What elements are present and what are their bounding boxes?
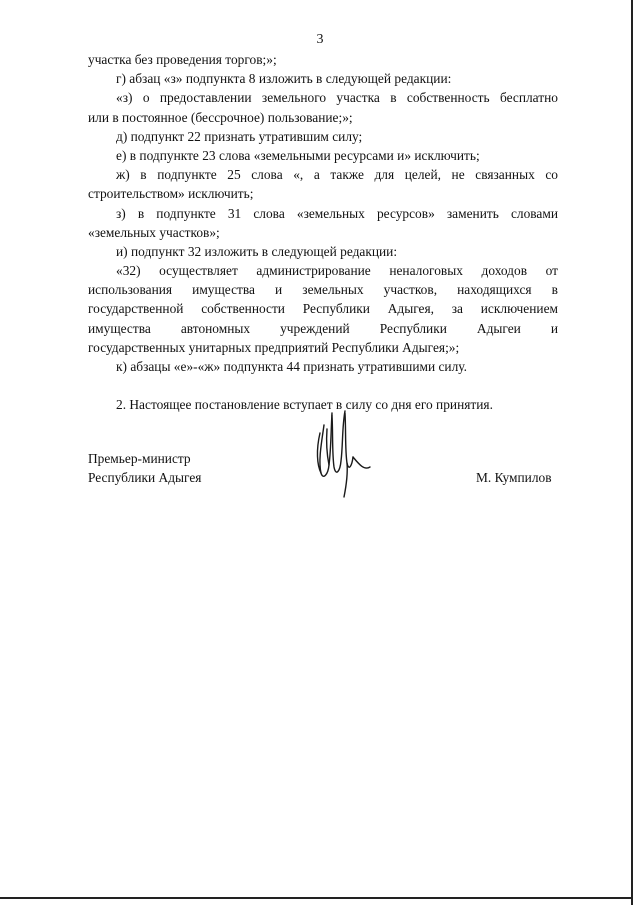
text-line: имущества автономных учреждений Республики Адыгеи и <box>88 320 558 336</box>
text-line: или в постоянное (бессрочное) пользование;»; <box>88 109 353 125</box>
page-edge-bottom <box>0 897 633 899</box>
text-line: государственной собственности Республики Адыгея, за исключением <box>88 301 558 317</box>
document-body <box>88 50 558 414</box>
text-line: д) подпункт 22 признать утратившим силу; <box>116 128 363 144</box>
text-line: «з) о предоставлении земельного участка в собственность бесплатно <box>116 90 558 106</box>
signatory-title-line1: Премьер-министр <box>88 451 191 466</box>
signatory-name: М. Кумпилов <box>476 470 552 485</box>
text-line: 2. Настоящее постановление вступает в силу со дня его принятия. <box>116 397 493 413</box>
page-edge-right <box>631 0 633 905</box>
text-line: ж) в подпункте 25 слова «, а также для целей, не связанных со <box>116 167 558 183</box>
signatory-title <box>88 449 201 487</box>
text-line: участка без проведения торгов;»; <box>88 52 277 67</box>
text-line: и) подпункт 32 изложить в следующей редакции: <box>116 243 398 259</box>
page-number: 3 <box>316 32 324 47</box>
text-line: «земельных участков»; <box>88 224 220 240</box>
text-line: з) в подпункте 31 слова «земельных ресурсов» заменить словами <box>116 205 558 221</box>
text-line: строительством» исключить; <box>88 186 254 202</box>
signatory-title-line2: Республики Адыгея <box>88 470 202 486</box>
text-line: государственных унитарных предприятий Республики Адыгея;»; <box>88 339 460 355</box>
text-line: г) абзац «з» подпункта 8 изложить в следующей редакции: <box>116 71 452 87</box>
text-line: к) абзацы «е»-«ж» подпункта 44 признать утратившими силу. <box>116 359 467 374</box>
text-line: е) в подпункте 23 слова «земельными ресурсами и» исключить; <box>116 147 480 163</box>
text-line: «32) осуществляет администрирование неналоговых доходов от <box>116 263 558 279</box>
handwritten-signature <box>300 405 380 500</box>
text-line: использования имущества и земельных участков, находящихся в <box>88 282 558 298</box>
